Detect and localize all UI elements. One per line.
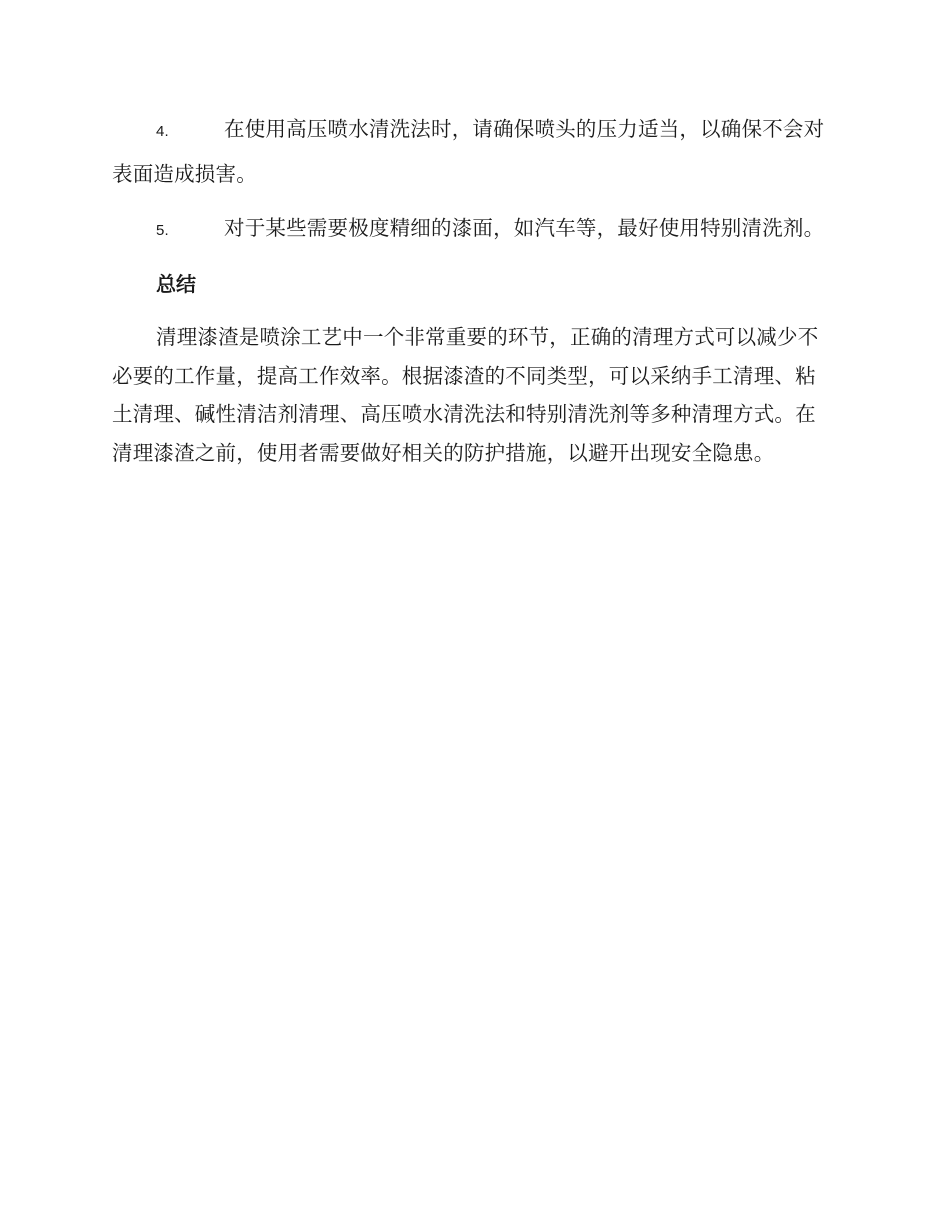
list-item-5 [112, 207, 834, 252]
list-number: 5. [156, 222, 169, 239]
list-item-text: 在使用高压喷水清洗法时，请确保喷头的压力适当，以确保不会对表面造成损害。 [112, 117, 825, 186]
summary-heading: 总结 [156, 272, 196, 296]
summary-paragraph: 清理漆渣是喷涂工艺中一个非常重要的环节，正确的清理方式可以减少不必要的工作量，提高工作效率。根据漆渣的不同类型，可以采纳手工清理、粘土清理、碱性清洁剂清理、高压喷水清洗法和特别清洗剂等多种清理方式。在清理漆渣之前，使用者需要做好相关的防护措施，以避开出现安全隐患。 [112, 325, 819, 465]
document-content [112, 108, 834, 472]
list-item-4 [112, 108, 834, 195]
list-item-text: 对于某些需要极度精细的漆面，如汽车等，最好使用特别清洗剂。 [224, 216, 825, 240]
list-number: 4. [156, 123, 169, 140]
